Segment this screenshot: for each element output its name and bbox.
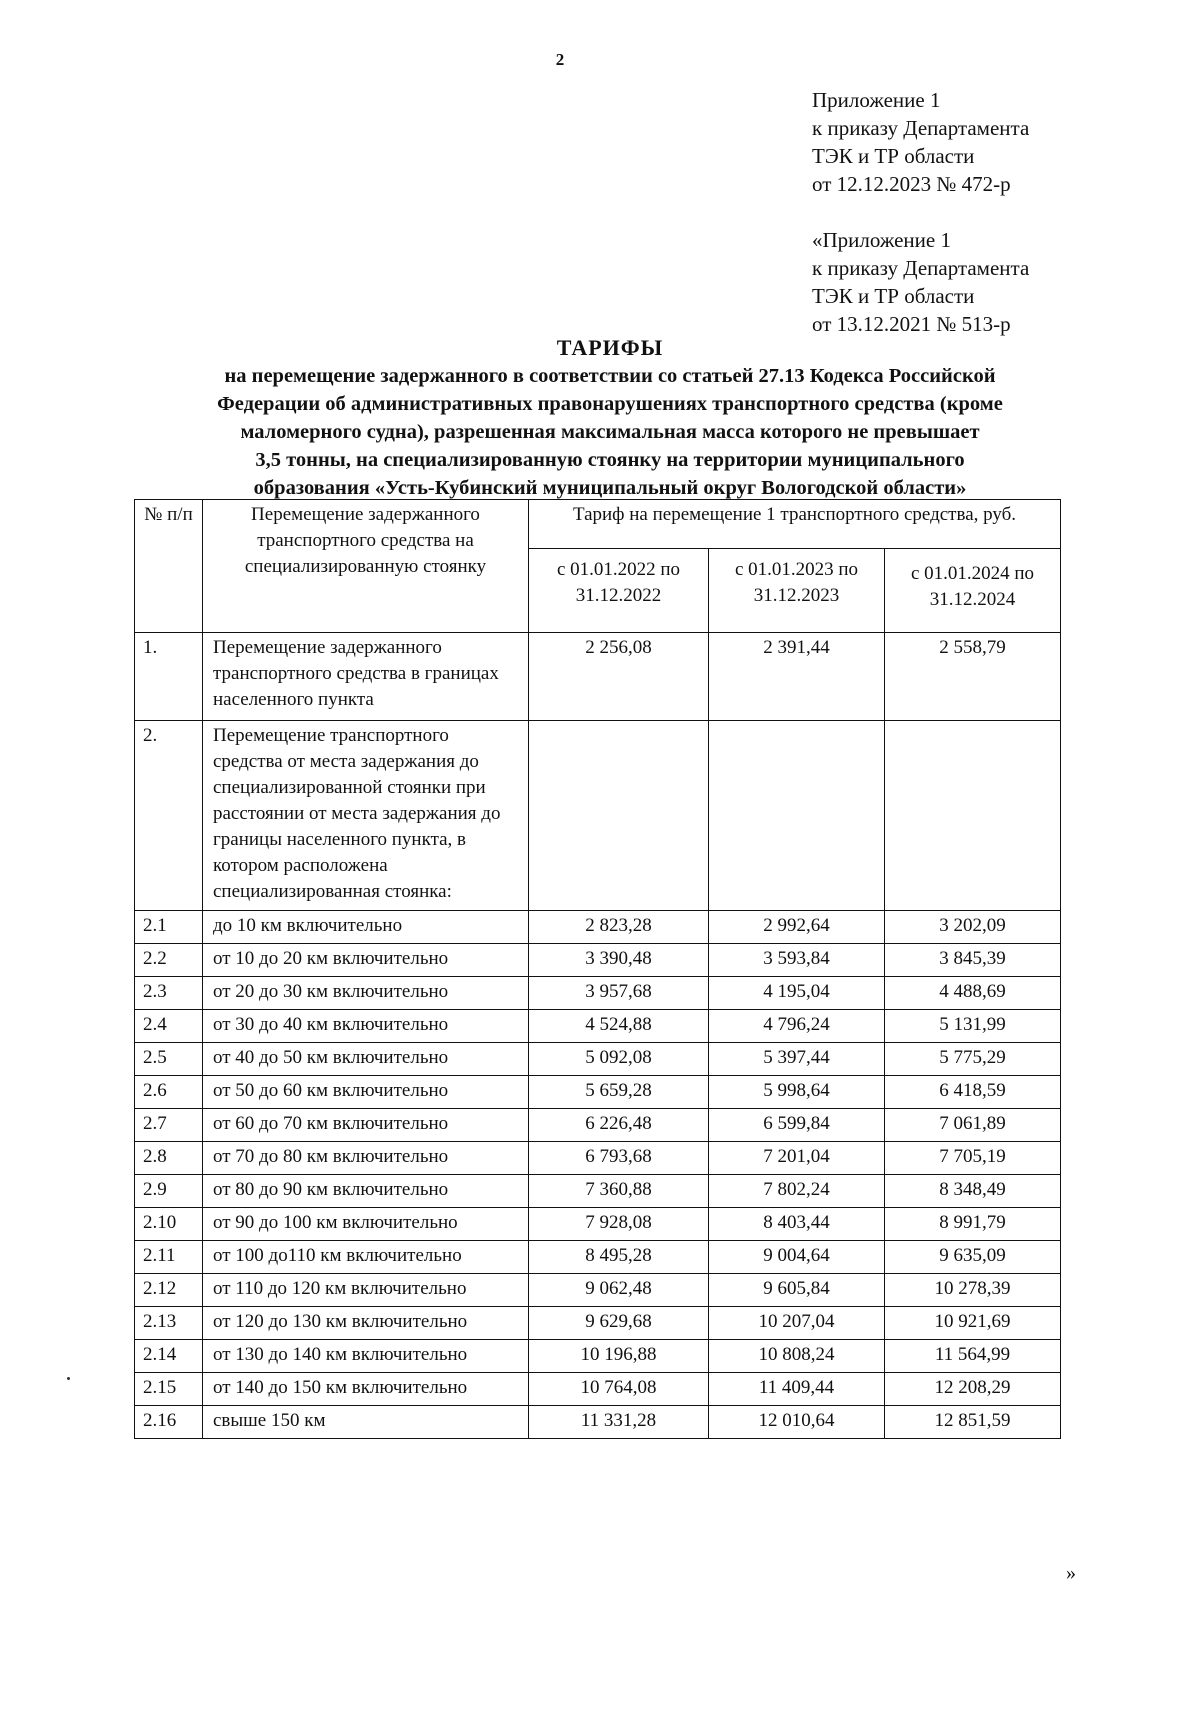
closing-quote: » [1066,1562,1076,1584]
row-value-2024-cell: 4 488,69 [885,977,1061,1010]
table-row [135,1241,1061,1274]
row-name-cell: Перемещение транспортного средства от места задержания до специализированной стоянки при расстоянии от места задержания до границы населенного пункта, в котором расположена специализированная стоянка: [203,721,529,911]
row-name-cell: Перемещение задержанного транспортного средства в границах населенного пункта [203,633,529,721]
row-value-2024-cell: 12 851,59 [885,1406,1061,1439]
table-row [135,1208,1061,1241]
table-row [135,1076,1061,1109]
row-value-2022-cell: 3 390,48 [529,944,709,977]
row-name-cell: от 80 до 90 км включительно [203,1175,529,1208]
title-main: ТАРИФЫ [556,335,664,360]
tariff-table-body [135,633,1061,1439]
row-name-cell: от 140 до 150 км включительно [203,1373,529,1406]
row-value-2024-cell: 6 418,59 [885,1076,1061,1109]
row-name-cell: свыше 150 км [203,1406,529,1439]
row-name-cell: от 130 до 140 км включительно [203,1340,529,1373]
appendix-previous [812,226,1029,338]
table-row [135,1142,1061,1175]
row-value-2023-cell: 7 802,24 [709,1175,885,1208]
tariff-table [134,499,1061,1439]
appendix-previous-line-2: к приказу Департамента [812,256,1030,280]
appendix-current-line-4: от 12.12.2023 № 472-р [812,172,1011,196]
row-value-2024-cell: 10 278,39 [885,1274,1061,1307]
row-value-2022-cell: 8 495,28 [529,1241,709,1274]
row-value-2022-cell: 7 928,08 [529,1208,709,1241]
appendix-current [812,86,1029,198]
row-value-2024-cell: 10 921,69 [885,1307,1061,1340]
row-value-2022-cell: 7 360,88 [529,1175,709,1208]
header-period-2022: с 01.01.2022 по 31.12.2022 [529,549,709,633]
table-row [135,944,1061,977]
title-line-1: на перемещение задержанного в соответствии со статьей 27.13 Кодекса Российской [224,365,996,387]
row-value-2022-cell: 10 764,08 [529,1373,709,1406]
row-value-2022-cell: 5 659,28 [529,1076,709,1109]
row-name-cell: от 40 до 50 км включительно [203,1043,529,1076]
row-number-cell: 2.9 [135,1175,203,1208]
row-value-2023-cell: 2 391,44 [709,633,885,721]
row-value-2024-cell: 3 845,39 [885,944,1061,977]
row-name-cell: от 100 до110 км включительно [203,1241,529,1274]
row-value-2023-cell: 8 403,44 [709,1208,885,1241]
title-line-2: Федерации об административных правонарушениях транспортного средства (кроме [217,393,1003,415]
row-number-cell: 2.16 [135,1406,203,1439]
appendix-current-line-2: к приказу Департамента [812,116,1030,140]
table-row [135,1340,1061,1373]
row-value-2023-cell: 6 599,84 [709,1109,885,1142]
title-line-3: маломерного судна), разрешенная максимальная масса которого не превышает [240,421,980,443]
header-num: № п/п [135,500,203,633]
row-name-cell: от 120 до 130 км включительно [203,1307,529,1340]
row-value-2023-cell [709,721,885,911]
row-number-cell: 2.1 [135,911,203,944]
row-value-2022-cell: 6 793,68 [529,1142,709,1175]
row-value-2023-cell: 2 992,64 [709,911,885,944]
row-value-2022-cell: 4 524,88 [529,1010,709,1043]
row-value-2023-cell: 4 796,24 [709,1010,885,1043]
appendix-current-line-1: Приложение 1 [812,88,941,112]
header-name: Перемещение задержанного транспортного средства на специализированную стоянку [203,500,529,633]
table-row [135,911,1061,944]
row-value-2024-cell: 5 775,29 [885,1043,1061,1076]
row-name-cell: от 20 до 30 км включительно [203,977,529,1010]
row-value-2024-cell: 7 705,19 [885,1142,1061,1175]
row-value-2022-cell: 5 092,08 [529,1043,709,1076]
row-number-cell: 2.14 [135,1340,203,1373]
row-value-2023-cell: 3 593,84 [709,944,885,977]
row-number-cell: 2.12 [135,1274,203,1307]
row-value-2023-cell: 5 998,64 [709,1076,885,1109]
row-value-2023-cell: 9 605,84 [709,1274,885,1307]
row-name-cell: от 50 до 60 км включительно [203,1076,529,1109]
row-value-2022-cell: 11 331,28 [529,1406,709,1439]
row-value-2024-cell: 5 131,99 [885,1010,1061,1043]
row-number-cell: 2.3 [135,977,203,1010]
row-value-2022-cell: 10 196,88 [529,1340,709,1373]
row-value-2024-cell: 12 208,29 [885,1373,1061,1406]
table-row [135,977,1061,1010]
row-number-cell: 2.2 [135,944,203,977]
row-value-2023-cell: 12 010,64 [709,1406,885,1439]
row-value-2022-cell: 9 062,48 [529,1274,709,1307]
row-number-cell: 2.10 [135,1208,203,1241]
table-row [135,1175,1061,1208]
appendix-previous-line-3: ТЭК и ТР области [812,284,975,308]
table-row [135,633,1061,721]
row-value-2024-cell: 2 558,79 [885,633,1061,721]
row-value-2023-cell: 10 207,04 [709,1307,885,1340]
scan-speck [67,1377,70,1380]
header-tariff-group: Тариф на перемещение 1 транспортного средства, руб. [529,500,1061,549]
row-value-2024-cell: 7 061,89 [885,1109,1061,1142]
appendix-previous-line-1: «Приложение 1 [812,228,951,252]
row-number-cell: 2.4 [135,1010,203,1043]
row-value-2024-cell: 11 564,99 [885,1340,1061,1373]
row-number-cell: 2. [135,721,203,911]
row-value-2022-cell: 2 823,28 [529,911,709,944]
row-number-cell: 2.13 [135,1307,203,1340]
header-period-2023: с 01.01.2023 по 31.12.2023 [709,549,885,633]
table-row [135,1274,1061,1307]
row-name-cell: от 110 до 120 км включительно [203,1274,529,1307]
row-name-cell: от 90 до 100 км включительно [203,1208,529,1241]
row-value-2024-cell: 8 348,49 [885,1175,1061,1208]
row-value-2023-cell: 7 201,04 [709,1142,885,1175]
row-value-2024-cell: 3 202,09 [885,911,1061,944]
table-row [135,1373,1061,1406]
table-row [135,1406,1061,1439]
row-name-cell: от 70 до 80 км включительно [203,1142,529,1175]
table-row [135,1307,1061,1340]
table-row [135,1010,1061,1043]
row-value-2023-cell: 5 397,44 [709,1043,885,1076]
row-name-cell: от 30 до 40 км включительно [203,1010,529,1043]
row-number-cell: 2.7 [135,1109,203,1142]
row-number-cell: 2.6 [135,1076,203,1109]
row-value-2024-cell [885,721,1061,911]
document-title [120,334,1100,502]
row-name-cell: от 60 до 70 км включительно [203,1109,529,1142]
row-value-2023-cell: 9 004,64 [709,1241,885,1274]
row-number-cell: 2.15 [135,1373,203,1406]
row-value-2024-cell: 8 991,79 [885,1208,1061,1241]
row-number-cell: 1. [135,633,203,721]
row-value-2022-cell: 2 256,08 [529,633,709,721]
row-value-2023-cell: 4 195,04 [709,977,885,1010]
row-name-cell: от 10 до 20 км включительно [203,944,529,977]
table-row [135,1109,1061,1142]
header-period-2024: с 01.01.2024 по 31.12.2024 [885,549,1061,633]
title-line-5: образования «Усть-Кубинский муниципальный округ Вологодской области» [253,477,967,499]
appendix-current-line-3: ТЭК и ТР области [812,144,975,168]
row-value-2024-cell: 9 635,09 [885,1241,1061,1274]
row-name-cell: до 10 км включительно [203,911,529,944]
row-value-2023-cell: 10 808,24 [709,1340,885,1373]
row-value-2023-cell: 11 409,44 [709,1373,885,1406]
row-number-cell: 2.5 [135,1043,203,1076]
row-value-2022-cell: 9 629,68 [529,1307,709,1340]
title-line-4: 3,5 тонны, на специализированную стоянку на территории муниципального [255,449,965,471]
table-row [135,1043,1061,1076]
appendix-previous-line-4: от 13.12.2021 № 513-р [812,312,1011,336]
row-number-cell: 2.11 [135,1241,203,1274]
row-value-2022-cell: 6 226,48 [529,1109,709,1142]
page-number: 2 [555,50,565,69]
table-row [135,721,1061,911]
row-value-2022-cell: 3 957,68 [529,977,709,1010]
row-number-cell: 2.8 [135,1142,203,1175]
row-value-2022-cell [529,721,709,911]
